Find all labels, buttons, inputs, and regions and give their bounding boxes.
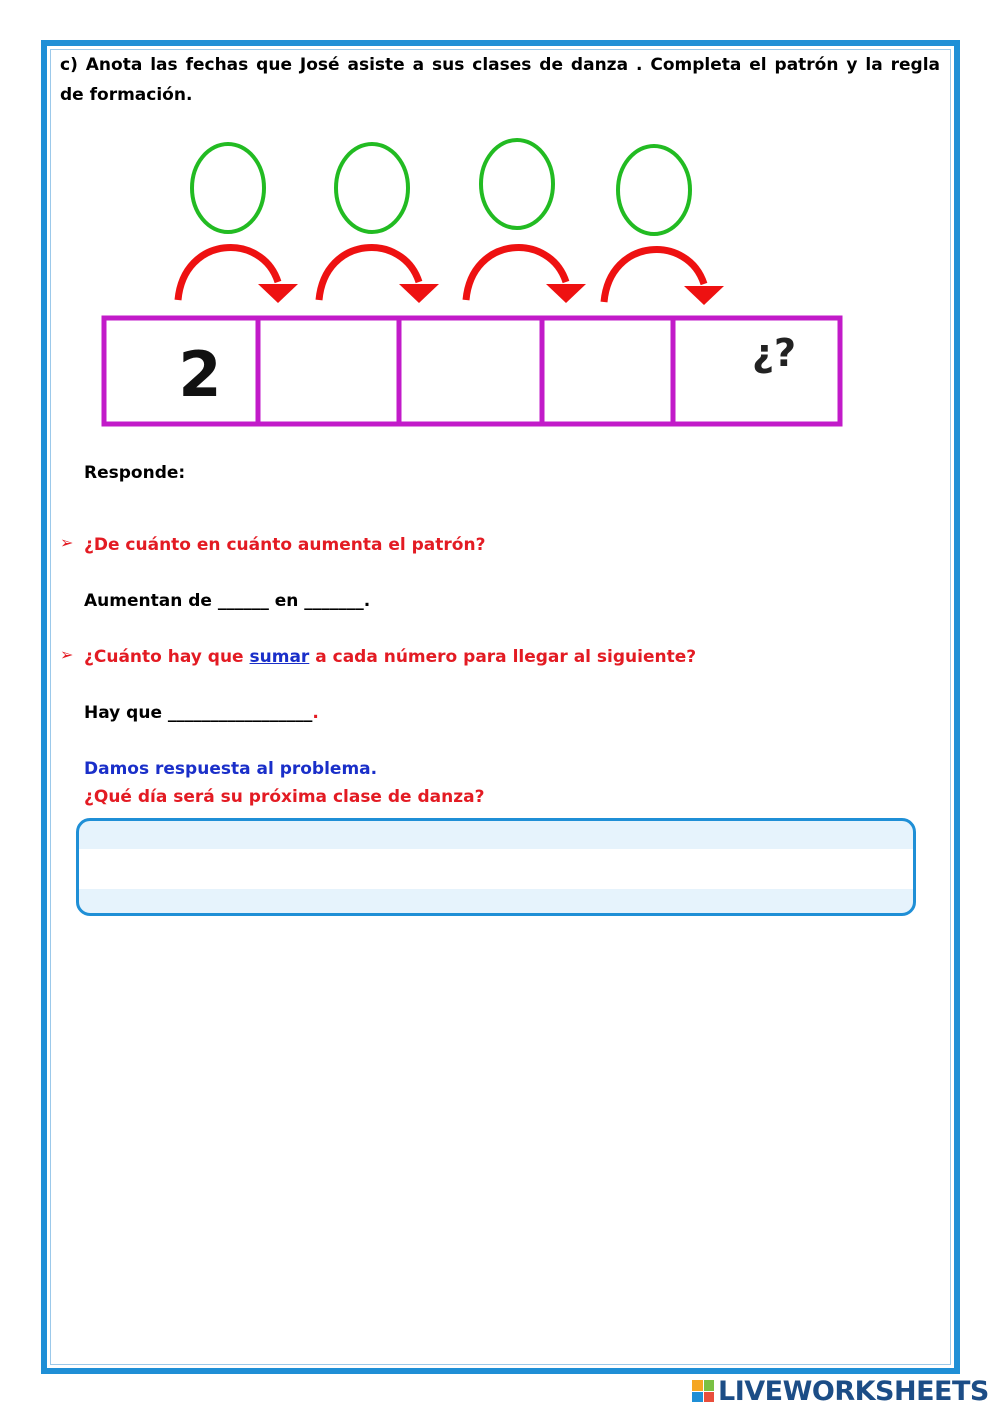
- arrow-icon-4: [604, 250, 724, 305]
- problem-heading: Damos respuesta al problema.: [84, 759, 378, 779]
- answer-box[interactable]: [76, 818, 916, 916]
- instructions-line-1: c) Anota las fechas que José asiste a sus clases de danza . Completa el patrón y la regla: [60, 55, 940, 75]
- pattern-cell-5-question: ¿?: [751, 331, 797, 375]
- answer-2-period: .: [312, 703, 319, 723]
- answer-1-line[interactable]: Aumentan de ______ en _______.: [84, 591, 371, 611]
- instructions-line-2: de formación.: [60, 85, 193, 105]
- liveworksheets-logo-icon: [692, 1380, 714, 1402]
- arrow-icon-2: [319, 248, 439, 303]
- circle-slot-4[interactable]: [618, 146, 690, 234]
- answer-box-input[interactable]: [79, 849, 913, 889]
- answer-2-text: Hay que _________________: [84, 703, 313, 723]
- logo-text: LIVEWORKSHEETS: [718, 1375, 989, 1407]
- answer-2-line[interactable]: [84, 701, 319, 725]
- arrow-icon-3: [466, 248, 586, 303]
- question-2: [84, 645, 696, 669]
- responde-label: Responde:: [84, 463, 186, 483]
- pattern-cell-1: 2: [178, 338, 222, 411]
- arrow-bullet-icon: ➢: [60, 645, 74, 664]
- problem-question: ¿Qué día será su próxima clase de danza?: [84, 787, 485, 807]
- liveworksheets-logo: [692, 1376, 989, 1406]
- arrow-bullet-icon: ➢: [60, 533, 74, 552]
- arrow-icon-1: [178, 248, 298, 303]
- circle-slot-3[interactable]: [481, 140, 553, 228]
- sumar-link[interactable]: sumar: [249, 647, 310, 667]
- pattern-diagram: [0, 120, 1000, 440]
- question-2-after: a cada número para llegar al siguiente?: [309, 647, 697, 667]
- circle-slot-1[interactable]: [192, 144, 264, 232]
- question-2-before: ¿Cuánto hay que: [84, 647, 250, 667]
- question-1: ¿De cuánto en cuánto aumenta el patrón?: [84, 535, 486, 555]
- circle-slot-2[interactable]: [336, 144, 408, 232]
